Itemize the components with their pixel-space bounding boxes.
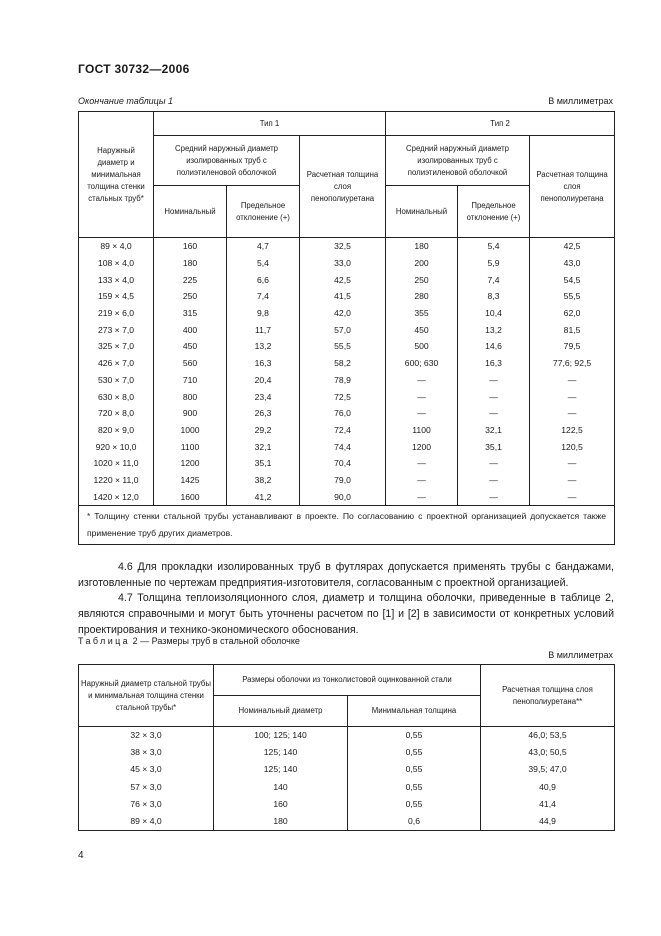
table2-header-main: Наружный диаметр стальной трубы и минимальная толщина стенки стальной трубы* (79, 665, 214, 727)
table2-row (79, 761, 615, 778)
table2-row (79, 744, 615, 761)
table2-caption (78, 636, 300, 646)
table1-cell: 23,4 (227, 388, 300, 405)
table1-cell: 55,5 (300, 338, 386, 355)
table1-row (79, 238, 615, 255)
table1-cell: 630 × 8,0 (79, 388, 154, 405)
table1-cell: 90,0 (300, 488, 386, 505)
table2-cell: 125; 140 (214, 761, 348, 778)
table1-cell: — (386, 455, 458, 472)
table1-cell: 7,4 (227, 288, 300, 305)
table1-header-type1: Тип 1 (154, 112, 386, 136)
table1-row (79, 372, 615, 389)
table1-cell: 14,6 (458, 338, 530, 355)
table1-cell: 180 (154, 255, 227, 272)
table1-row (79, 472, 615, 489)
table1-cell: 120,5 (530, 438, 615, 455)
table1-cell: — (530, 405, 615, 422)
table1-cell: 1200 (386, 438, 458, 455)
table2-header-min-thick: Минимальная толщина (348, 696, 481, 727)
table1-cell: — (458, 472, 530, 489)
table1-cell: — (386, 388, 458, 405)
table1-cell: — (386, 405, 458, 422)
table2-header-nominal-diam: Номинальный диаметр (214, 696, 348, 727)
table2-body (79, 727, 615, 831)
table1-cell: 1100 (386, 422, 458, 439)
table1-cell: 79,5 (530, 338, 615, 355)
table1-row (79, 422, 615, 439)
table1-cell: 180 (386, 238, 458, 255)
table1-cell: 54,5 (530, 271, 615, 288)
table1-cell: — (386, 472, 458, 489)
table1-cell: 108 × 4,0 (79, 255, 154, 272)
table2 (78, 664, 615, 831)
table1-cell: 1420 × 12,0 (79, 488, 154, 505)
table1-cell: 250 (386, 271, 458, 288)
table1-cell: 7,4 (458, 271, 530, 288)
table1-cell: 200 (386, 255, 458, 272)
table1-cell: 33,0 (300, 255, 386, 272)
table1-header-type2: Тип 2 (386, 112, 615, 136)
table1-cell: 41,5 (300, 288, 386, 305)
table1-row (79, 355, 615, 372)
table1-row (79, 488, 615, 505)
table1-cell: — (530, 455, 615, 472)
table1-cell: 800 (154, 388, 227, 405)
table1-caption: Окончание таблицы 1 (78, 96, 173, 106)
table1-cell: 1600 (154, 488, 227, 505)
table1-cell: 41,2 (227, 488, 300, 505)
table1-cell: 1000 (154, 422, 227, 439)
table1-cell: 55,5 (530, 288, 615, 305)
table1-cell: 62,0 (530, 305, 615, 322)
table1-cell: 920 × 10,0 (79, 438, 154, 455)
table1-cell: 9,8 (227, 305, 300, 322)
table2-row (79, 779, 615, 796)
table1-cell: 560 (154, 355, 227, 372)
table1-cell: 250 (154, 288, 227, 305)
table1-cell: 1020 × 11,0 (79, 455, 154, 472)
table1-cell: 133 × 4,0 (79, 271, 154, 288)
table1-cell: — (458, 372, 530, 389)
table1-row (79, 321, 615, 338)
table1-header-avg-poly-1: Средний наружный диаметр изолированных труб с полиэтиленовой оболочкой (154, 136, 300, 186)
table2-cell: 40,9 (481, 779, 615, 796)
page-number: 4 (78, 850, 84, 861)
table2-header-shell-sizes: Размеры оболочки из тонколистовой оцинкованной стали (214, 665, 481, 696)
table1-cell: 530 × 7,0 (79, 372, 154, 389)
table1-cell: 32,5 (300, 238, 386, 255)
table1-row (79, 405, 615, 422)
table2-cell: 38 × 3,0 (79, 744, 214, 761)
table1-cell: 5,4 (458, 238, 530, 255)
table1-header-main: Наружный диаметр и минимальная толщина стенки стальных труб* (79, 112, 154, 238)
table1-cell: 122,5 (530, 422, 615, 439)
table1-cell: 1425 (154, 472, 227, 489)
table2-cell: 41,4 (481, 796, 615, 813)
table1-cell: 160 (154, 238, 227, 255)
table1-header-deviation-1: Предельное отклонение (+) (227, 186, 300, 238)
table2-cell: 32 × 3,0 (79, 727, 214, 745)
table2-cell: 46,0; 53,5 (481, 727, 615, 745)
table1-cell: 6,6 (227, 271, 300, 288)
table1-cell: 35,1 (227, 455, 300, 472)
table1-cell: 13,2 (227, 338, 300, 355)
table1-cell: 72,5 (300, 388, 386, 405)
table1-header-deviation-2: Предельное отклонение (+) (458, 186, 530, 238)
table2-cell: 43,0; 50,5 (481, 744, 615, 761)
table2-cell: 89 × 4,0 (79, 813, 214, 831)
table2-cell: 0,6 (348, 813, 481, 831)
table1-cell: 77,6; 92,5 (530, 355, 615, 372)
table1-cell: 820 × 9,0 (79, 422, 154, 439)
table1-cell: 74,4 (300, 438, 386, 455)
table1-cell: 32,1 (227, 438, 300, 455)
table1-cell: 42,0 (300, 305, 386, 322)
table2-cell: 57 × 3,0 (79, 779, 214, 796)
table2-caption-text: 2 — Размеры труб в стальной оболочке (132, 636, 300, 646)
table1-cell: 5,4 (227, 255, 300, 272)
table1-cell: 16,3 (458, 355, 530, 372)
table1-cell: 32,1 (458, 422, 530, 439)
table1-cell: 29,2 (227, 422, 300, 439)
table1-cell: 219 × 6,0 (79, 305, 154, 322)
table1-row (79, 388, 615, 405)
table2-cell: 160 (214, 796, 348, 813)
table2-row (79, 727, 615, 745)
paragraph-4-6: 4.6 Для прокладки изолированных труб в футлярах допускается применять трубы с бандажами, изготовленные по чертежам предприятия-изготовителя, согласованным с проектной организацией. (78, 561, 614, 589)
table2-row (79, 813, 615, 831)
table1-cell: 500 (386, 338, 458, 355)
table2-units: В миллиметрах (548, 650, 613, 660)
table1-cell: — (530, 472, 615, 489)
table1-row (79, 288, 615, 305)
table1-row (79, 305, 615, 322)
table1-cell: 8,3 (458, 288, 530, 305)
table1-cell: 1100 (154, 438, 227, 455)
table1-cell: — (458, 455, 530, 472)
table2-cell: 0,55 (348, 761, 481, 778)
document-code: ГОСТ 30732—2006 (78, 62, 190, 76)
table1-header-calc-thick-2: Расчетная толщина слоя пенополиуретана (530, 136, 615, 238)
table2-row (79, 796, 615, 813)
table1-cell: 710 (154, 372, 227, 389)
table1-cell: 325 × 7,0 (79, 338, 154, 355)
table2-cell: 0,55 (348, 779, 481, 796)
table1-cell: — (458, 405, 530, 422)
table1-header-nominal-1: Номинальный (154, 186, 227, 238)
table1-cell: — (530, 488, 615, 505)
table1-cell: 42,5 (530, 238, 615, 255)
table1-header-nominal-2: Номинальный (386, 186, 458, 238)
table1-cell: 273 × 7,0 (79, 321, 154, 338)
table1-header-calc-thick-1: Расчетная толщина слоя пенополиуретана (300, 136, 386, 238)
table1-cell: 600; 630 (386, 355, 458, 372)
table2-cell: 45 × 3,0 (79, 761, 214, 778)
table2-cell: 0,55 (348, 727, 481, 745)
table1-row (79, 255, 615, 272)
table1-cell: 78,9 (300, 372, 386, 389)
table1-row (79, 271, 615, 288)
table1-cell: 4,7 (227, 238, 300, 255)
table1-body (79, 238, 615, 506)
table2-cell: 180 (214, 813, 348, 831)
table1-cell: — (386, 488, 458, 505)
table1-cell: 355 (386, 305, 458, 322)
table1-cell: — (458, 388, 530, 405)
table1-cell: 58,2 (300, 355, 386, 372)
table1-cell: 57,0 (300, 321, 386, 338)
table1-cell: 10,4 (458, 305, 530, 322)
table1-cell: 26,3 (227, 405, 300, 422)
table1-cell: 81,5 (530, 321, 615, 338)
table1-cell: 89 × 4,0 (79, 238, 154, 255)
table1-cell: 16,3 (227, 355, 300, 372)
table1-cell: 450 (154, 338, 227, 355)
table1-cell: 426 × 7,0 (79, 355, 154, 372)
table1-cell: 900 (154, 405, 227, 422)
table2-cell: 140 (214, 779, 348, 796)
table1-cell: 5,9 (458, 255, 530, 272)
table1-header-avg-poly-2: Средний наружный диаметр изолированных труб с полиэтиленовой оболочкой (386, 136, 530, 186)
table1-cell: 76,0 (300, 405, 386, 422)
table1-cell: 43,0 (530, 255, 615, 272)
table2-cell: 44,9 (481, 813, 615, 831)
table1-row (79, 438, 615, 455)
table2-cell: 100; 125; 140 (214, 727, 348, 745)
table1-cell: 79,0 (300, 472, 386, 489)
table1-cell: — (530, 372, 615, 389)
table1-cell: — (530, 388, 615, 405)
table2-cell: 0,55 (348, 796, 481, 813)
table1-cell: 70,4 (300, 455, 386, 472)
table1-cell: 38,2 (227, 472, 300, 489)
paragraph-4-7: 4.7 Толщина теплоизоляционного слоя, диаметр и толщина оболочки, приведенные в таблице 2, являются справочными и могут быть уточнены расчетом по [1] и [2] в зависимости от конкретных условий проектирования и технико-экономического обоснования. (78, 592, 614, 636)
table1-cell: 280 (386, 288, 458, 305)
table1-cell: 42,5 (300, 271, 386, 288)
table2-cell: 39,5; 47,0 (481, 761, 615, 778)
table1-cell: — (386, 372, 458, 389)
table1-cell: 450 (386, 321, 458, 338)
table1-cell: 159 × 4,5 (79, 288, 154, 305)
table1 (78, 111, 615, 545)
table1-cell: 20,4 (227, 372, 300, 389)
table1-cell: 225 (154, 271, 227, 288)
table1-footnote: * Толщину стенки стальной трубы устанавливают в проекте. По согласованию с проектной организацией допускается также применение труб других диаметров. (79, 506, 615, 545)
table1-cell: 11,7 (227, 321, 300, 338)
table2-caption-prefix: Таблица (78, 636, 131, 646)
table1-cell: — (458, 488, 530, 505)
table1-cell: 35,1 (458, 438, 530, 455)
table1-row (79, 338, 615, 355)
table1-cell: 400 (154, 321, 227, 338)
table1-row (79, 455, 615, 472)
table1-cell: 72,4 (300, 422, 386, 439)
table1-cell: 1200 (154, 455, 227, 472)
table1-cell: 1220 × 11,0 (79, 472, 154, 489)
table2-cell: 0,55 (348, 744, 481, 761)
table1-cell: 13,2 (458, 321, 530, 338)
table2-header-calc-thick: Расчетная толщина слоя пенополиуретана** (481, 665, 615, 727)
table1-units: В миллиметрах (548, 96, 613, 106)
table2-cell: 125; 140 (214, 744, 348, 761)
table1-cell: 720 × 8,0 (79, 405, 154, 422)
table2-cell: 76 × 3,0 (79, 796, 214, 813)
table1-cell: 315 (154, 305, 227, 322)
